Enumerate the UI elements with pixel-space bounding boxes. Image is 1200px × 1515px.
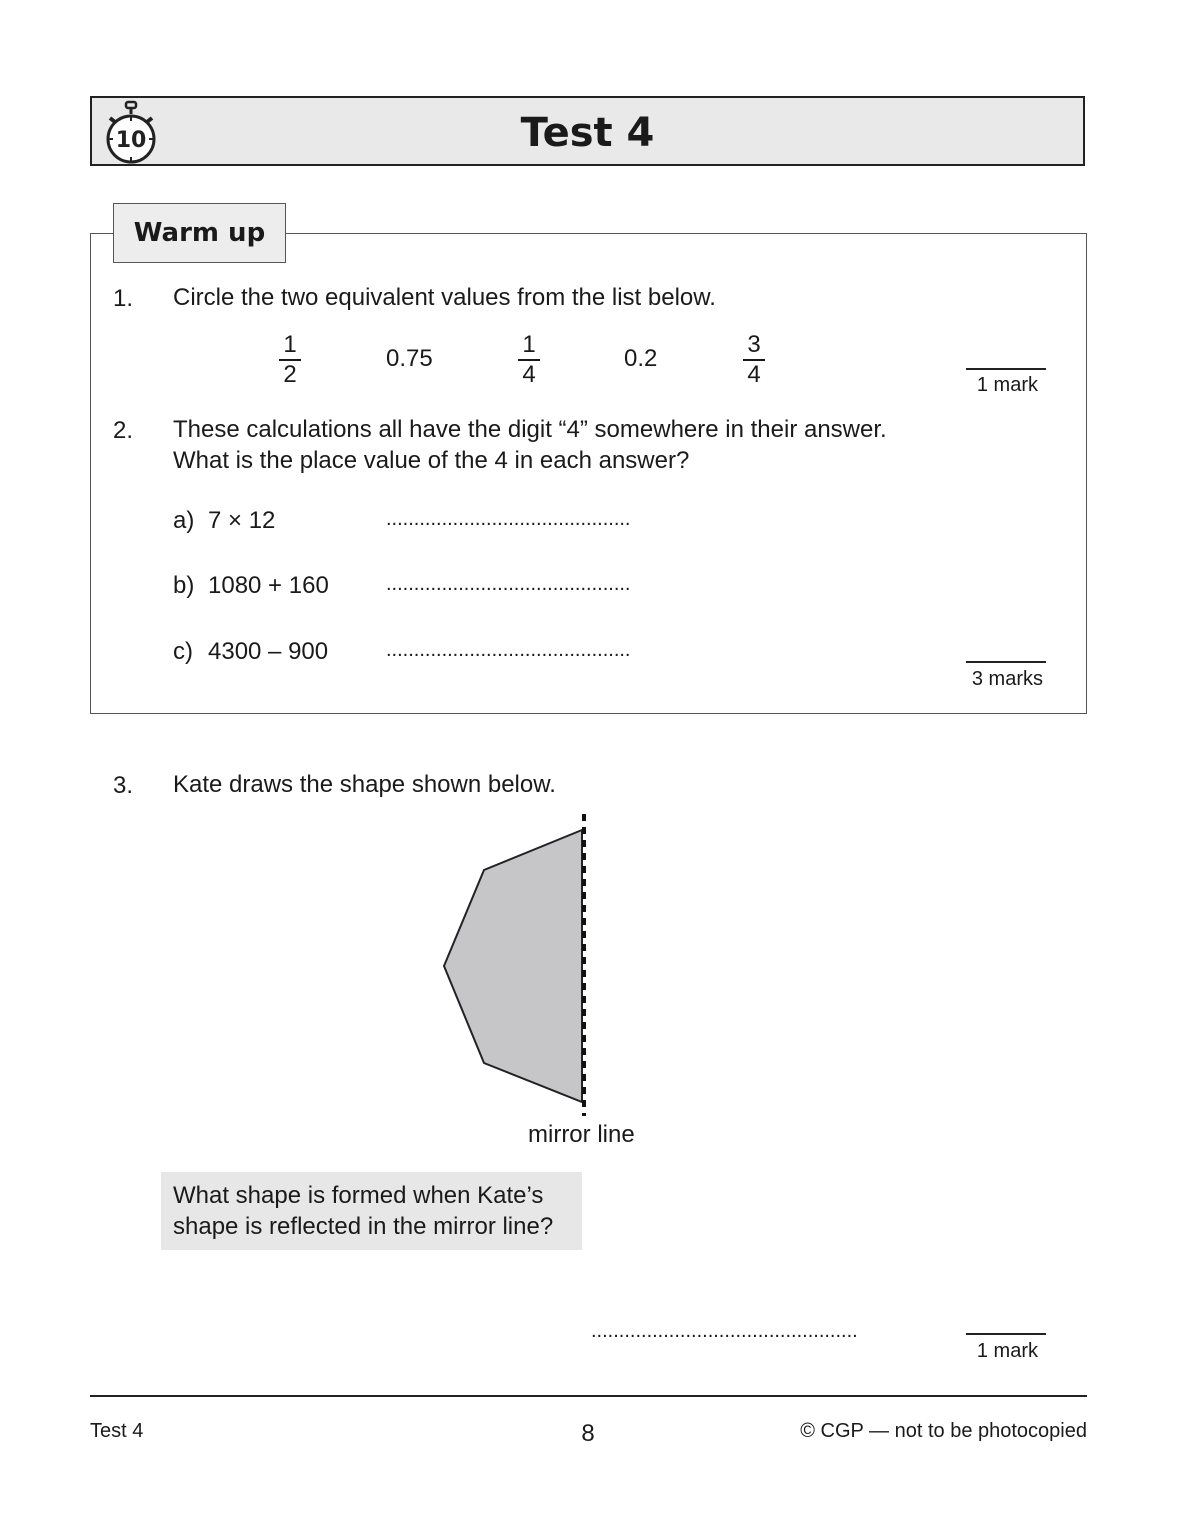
question-1-number: 1. xyxy=(113,285,134,312)
fraction-denominator: 4 xyxy=(522,360,536,388)
question-1-marks: 1 mark xyxy=(976,374,1038,396)
footer-test-name: Test 4 xyxy=(90,1420,144,1442)
mark-line xyxy=(966,1333,1046,1335)
title-bar xyxy=(90,96,1085,166)
question-2-line-1: These calculations all have the digit “4” somewhere in their answer. xyxy=(173,416,887,443)
fraction-three-quarters[interactable] xyxy=(739,333,769,387)
page-title: Test 4 xyxy=(520,110,655,156)
warm-up-label: Warm up xyxy=(133,218,266,248)
timer-minutes: 10 xyxy=(115,128,147,153)
question-3-number: 3. xyxy=(113,772,134,799)
question-1-text: Circle the two equivalent values from the list below. xyxy=(173,284,716,311)
question-2-line-2: What is the place value of the 4 in each answer? xyxy=(173,447,690,474)
prompt-line-1: What shape is formed when Kate’s xyxy=(173,1182,544,1209)
mark-line xyxy=(966,661,1046,663)
fraction-one-half[interactable] xyxy=(275,333,305,387)
mark-line xyxy=(966,368,1046,370)
question-2-marks: 3 marks xyxy=(971,668,1043,690)
footer-divider xyxy=(90,1395,1087,1397)
value-0-2[interactable]: 0.2 xyxy=(624,345,658,372)
fraction-denominator: 2 xyxy=(283,360,297,388)
question-2-number: 2. xyxy=(113,417,134,444)
part-c-label: c) xyxy=(173,638,193,665)
part-a-answer-line[interactable]: ............................................ xyxy=(386,508,631,530)
part-b-answer-line[interactable]: ............................................ xyxy=(386,573,631,595)
fraction-denominator: 4 xyxy=(747,360,761,388)
question-3-prompt-box xyxy=(161,1172,582,1250)
prompt-line-2: shape is reflected in the mirror line? xyxy=(173,1213,554,1240)
fraction-numerator: 1 xyxy=(283,331,297,358)
mirror-line-label: mirror line xyxy=(528,1121,635,1148)
part-b-calculation: 1080 + 160 xyxy=(208,572,329,599)
part-c-answer-line[interactable]: ............................................ xyxy=(386,639,631,661)
fraction-numerator: 1 xyxy=(522,331,536,358)
fraction-numerator: 3 xyxy=(747,331,761,358)
part-a-label: a) xyxy=(173,507,195,534)
question-3-answer-line[interactable]: ................................................ xyxy=(591,1320,858,1342)
fraction-one-quarter[interactable] xyxy=(514,333,544,387)
value-0-75[interactable]: 0.75 xyxy=(386,345,433,372)
part-b-label: b) xyxy=(173,572,195,599)
question-3-marks: 1 mark xyxy=(976,1340,1038,1362)
page-number: 8 xyxy=(581,1420,595,1447)
footer-copyright: © CGP — not to be photocopied xyxy=(800,1420,1087,1442)
part-c-calculation: 4300 – 900 xyxy=(208,638,329,665)
kate-shape-diagram xyxy=(430,810,610,1120)
question-3-text: Kate draws the shape shown below. xyxy=(173,771,556,798)
warm-up-tab xyxy=(113,203,286,263)
part-a-calculation: 7 × 12 xyxy=(208,507,276,534)
kate-shape xyxy=(444,830,582,1102)
